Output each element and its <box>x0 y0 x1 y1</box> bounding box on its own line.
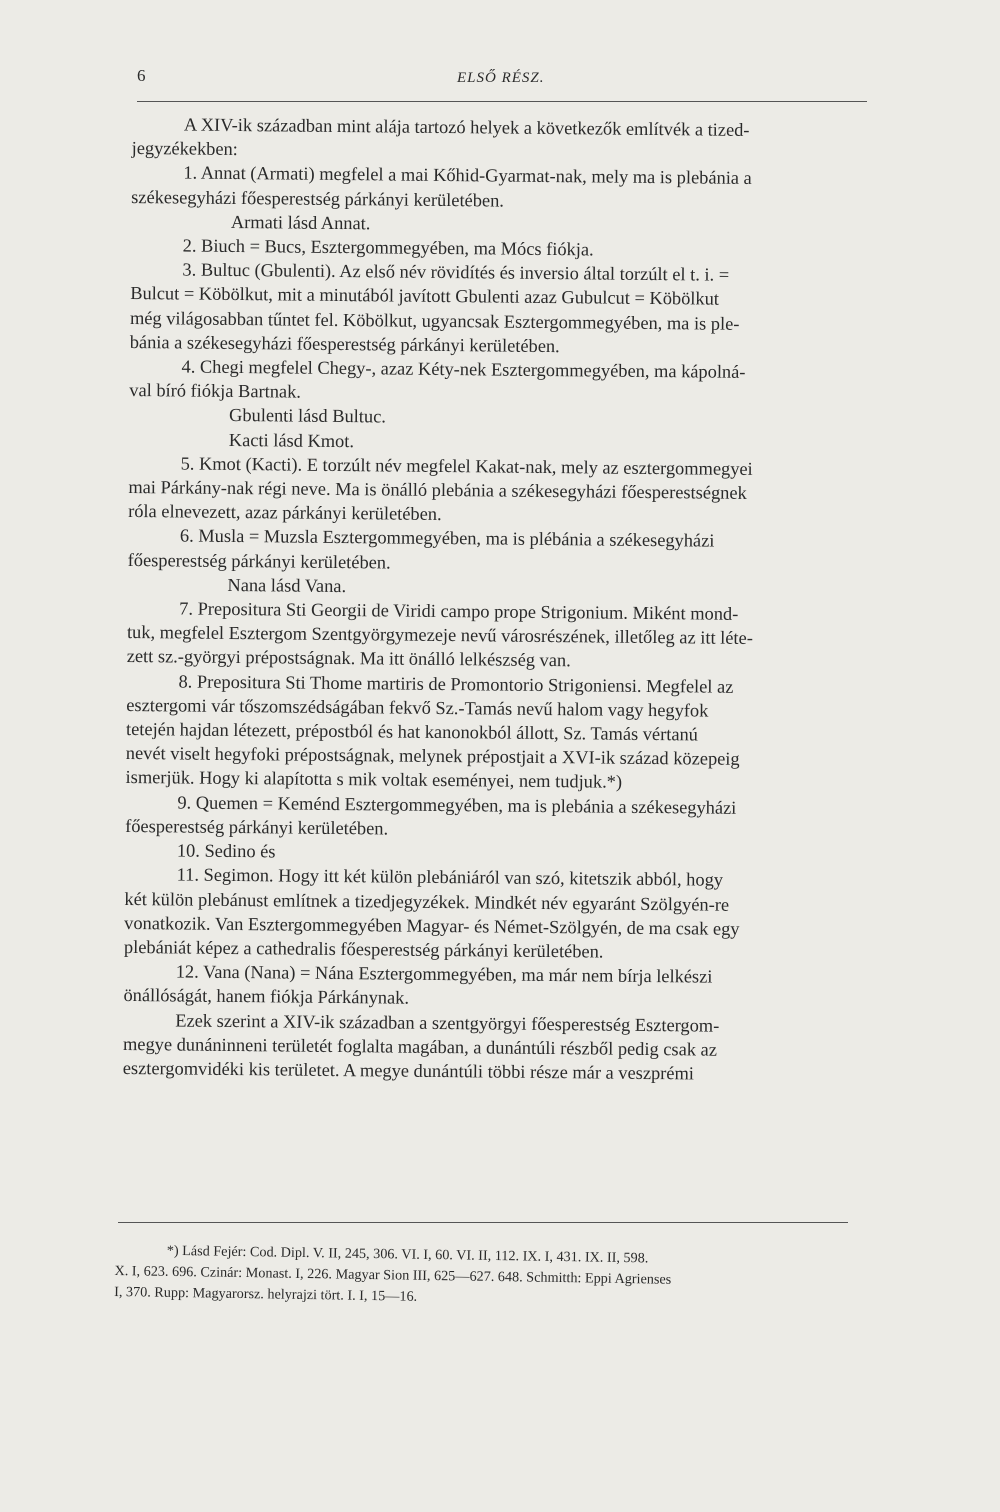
paragraph: 11. Segimon. Hogy itt két külön plebániáról van szó, kitetszik abból, hogy két külön plebánust említnek a tizedjegyzékek. Mindkét név egyaránt Szölgyén-re vonatkozik. Van Esztergommegyében Magyar- és Német-Szölgyén, de ma csak egy plebániát képez a cathedralis főesperestség párkányi kerületében. <box>123 864 740 962</box>
paragraph: 7. Prepositura Sti Georgii de Viridi campo prope Strigonium. Miként mond- tuk, megfelel Esztergom Szentgyörgymezeje nevű városrészének, illetőleg az itt léte- zett sz.-györgyi prépostságnak. Ma itt önálló lelkészség van. <box>126 598 753 671</box>
cross-reference: Armati lásd Annat. <box>230 211 371 234</box>
paragraph: Ezek szerint a XIV-ik században a szentgyörgyi főesperestség Esztergom- megye dunáninneni területét foglalta magában, a dunántúli részből pedig csak az esztergomvidéki kis területet. A megye dunántúli többi része már a veszprémi <box>122 1009 720 1084</box>
paragraph: 12. Vana (Nana) = Nána Esztergommegyében, ma már nem bírja lelkészi önállóságát, hanem fiókja Párkánynak. <box>123 961 713 1009</box>
footnote <box>114 1240 850 1315</box>
paragraph: A XIV-ik században mint alája tartozó helyek a következők említvék a tized- jegyzékekben: <box>131 114 750 160</box>
header-rule <box>137 101 867 102</box>
footnote-text: *) Lásd Fejér: Cod. Dipl. V. II, 245, 306. VI. I, 60. VI. II, 112. IX. I, 431. IX. II, 598. X. I, 623. 696. Czinár: Monast. I, 226. Magyar Sion III, 625—627. 648. Schmitth: Eppi Agrienses I, 370. Rupp: Magyarorsz. helyrajzi tört. I. I, 15—16. <box>114 1242 672 1305</box>
paragraph: 2. Biuch = Bucs, Esztergommegyében, ma Mócs fiókja. <box>182 235 594 260</box>
paragraph: 10. Sedino és <box>176 840 276 862</box>
paragraph: 5. Kmot (Kacti). E torzúlt név megfelel Kakat-nak, mely az esztergommegyei mai Párkány-nak régi neve. Ma is önálló plebánia a székesegyházi főesperestségnek róla elnevezett, azaz párkányi kerületében. <box>128 453 753 525</box>
running-title: ELSŐ RÉSZ. <box>457 70 545 86</box>
footnote-rule <box>118 1222 848 1223</box>
page-number: 6 <box>137 66 146 85</box>
paragraph: 8. Prepositura Sti Thome martiris de Promontorio Strigoniensi. Megfelel az esztergomi vár tőszomszédságában fekvő Sz.-Tamás nevű halom vagy hegyfok tetején hajdan létezett, prépostból és hat kanonokból állott, Sz. Tamás vértanú nevét viselt hegyfoki prépostságnak, melynek prépostjait a XVI-ik század közepeig ismerjük. Hogy ki alapította s mik voltak eseményei, nem tudjuk.*) <box>125 671 740 793</box>
paragraph: 1. Annat (Armati) megfelel a mai Kőhid-Gyarmat-nak, mely ma is plebánia a székesegyházi főesperestség párkányi kerületében. <box>131 162 752 211</box>
cross-reference: Nana lásd Vana. <box>227 574 347 596</box>
body-text <box>123 112 850 1087</box>
paragraph: 3. Bultuc (Gbulenti). Az első név rövidítés és inversio által torzúlt el t. i. = Bulcut = Köbölkut, mit a minutából javított Gbulenti azaz Gubulcut = Köbölkut még világosabban tűntet fel. Köbölkut, ugyancsak Esztergommegyében, ma is ple- bánia a székesegyházi főesperestség párkányi kerületében. <box>129 259 740 356</box>
paragraph: 9. Quemen = Keménd Esztergommegyében, ma is plebánia a székesegyházi főesperestség párkányi kerületében. <box>125 792 737 839</box>
paragraph: 4. Chegi megfelel Chegy-, azaz Kéty-nek Esztergommegyében, ma kápolná- val bíró fiókja Bartnak. <box>129 356 746 402</box>
page-header <box>137 66 867 96</box>
cross-reference: Gbulenti lásd Bultuc. <box>228 405 387 427</box>
paragraph: 6. Musla = Muzsla Esztergommegyében, ma is plébánia a székesegyházi főesperestség párkányi kerületében. <box>127 525 715 573</box>
cross-reference: Kacti lásd Kmot. <box>228 429 355 451</box>
